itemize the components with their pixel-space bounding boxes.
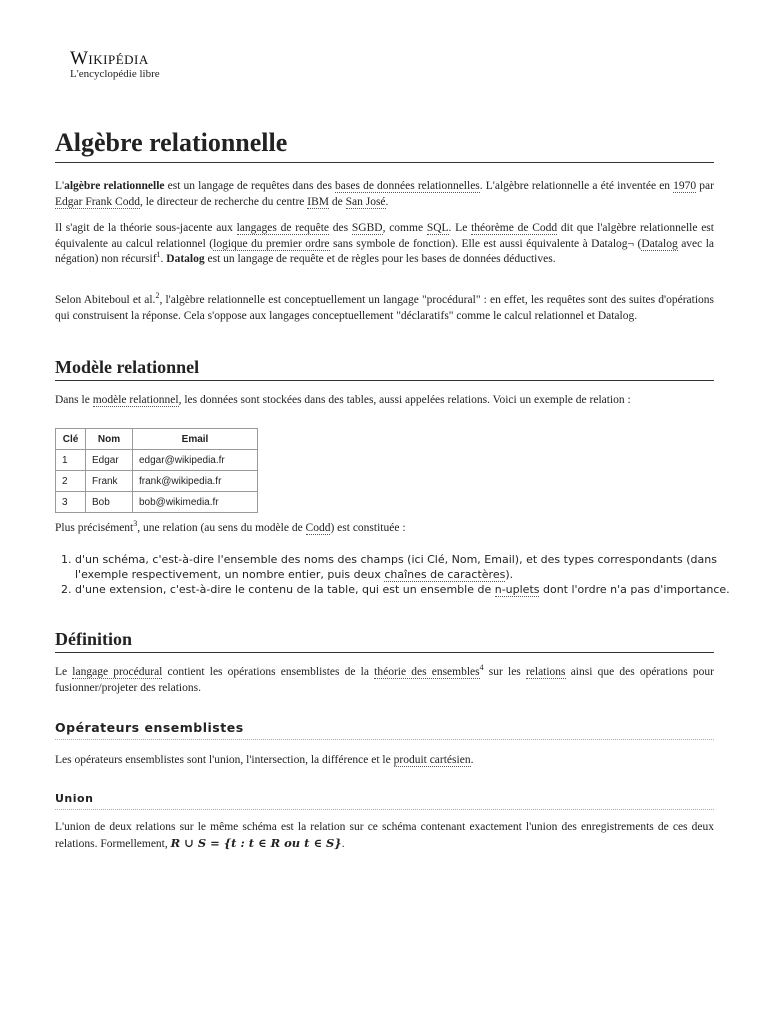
intro-paragraph-3: [55, 293, 714, 324]
link-langages-de-requete[interactable]: langages de requête: [236, 222, 330, 234]
link-n-uplets[interactable]: n-uplets: [494, 583, 540, 596]
link-theoreme-de-codd[interactable]: théorème de Codd: [471, 222, 558, 234]
table-cell: bob@wikimedia.fr: [133, 492, 258, 513]
text: , une relation (au sens du modèle de: [137, 522, 306, 534]
link-datalog[interactable]: Datalog: [641, 237, 678, 250]
text: d'une extension, c'est-à-dire le contenu de la table, qui est un ensemble de: [75, 583, 495, 596]
text: des: [329, 222, 352, 234]
footnote-ref-1[interactable]: 1: [156, 250, 161, 260]
term-bold: Datalog: [166, 253, 205, 265]
text: Selon Abiteboul et al.: [55, 294, 156, 306]
text: , les données sont stockées dans des tables, aussi appelées relations. Voici un exemple de relation :: [178, 394, 631, 406]
text: est un langage de requête et de règles pour les bases de données déductives.: [204, 253, 556, 265]
table-cell: Frank: [86, 471, 133, 492]
text: ).: [505, 568, 514, 581]
subsection-paragraph: [55, 753, 714, 769]
link-bases-de-donnees[interactable]: bases de données relationnelles: [335, 180, 480, 192]
logo-tagline: L'encyclopédie libre: [70, 68, 160, 80]
table-row: [56, 450, 258, 471]
text: avec la négation) non récursif: [55, 237, 715, 265]
link-1970[interactable]: 1970: [673, 180, 697, 192]
footnote-ref-2[interactable]: 2: [155, 291, 160, 301]
text: .: [160, 253, 167, 265]
intro-paragraph-1: [55, 179, 714, 210]
page-title: Algèbre relationnelle: [55, 128, 714, 163]
text: par: [696, 180, 714, 192]
table-cell: frank@wikipedia.fr: [133, 471, 258, 492]
link-chaines-de-caracteres[interactable]: chaînes de caractères: [384, 568, 506, 581]
list-item: [75, 582, 734, 597]
link-langage-procedural[interactable]: langage procédural: [72, 666, 163, 678]
text: L'union de deux relations sur le même schéma est la relation sur ce schéma contenant exactement l'union des enregistrements de ces deux relations. Formellement,: [55, 821, 714, 850]
text: est un langage de requêtes dans des: [164, 180, 336, 192]
table-cell: Edgar: [86, 450, 133, 471]
term-bold: algèbre relationnelle: [64, 180, 165, 192]
link-produit-cartesien[interactable]: produit cartésien: [393, 754, 471, 766]
relation-table: [55, 428, 258, 513]
union-formula: R ∪ S = {t : t ∈ R ou t ∈ S}: [170, 835, 342, 850]
table-cell: 3: [56, 492, 86, 513]
link-relations[interactable]: relations: [525, 666, 566, 678]
link-sql[interactable]: SQL: [426, 222, 449, 234]
table-cell: Bob: [86, 492, 133, 513]
footnote-ref-3[interactable]: 3: [133, 519, 138, 529]
text: L': [55, 180, 65, 192]
text: d'un schéma, c'est-à-dire l'ensemble des noms des champs (ici Clé, Nom, Email), et des types correspondants (dans l'exemple respectivement, un nombre entier, puis deux: [75, 553, 717, 581]
text: sur les: [483, 666, 526, 678]
link-san-jose[interactable]: San José: [345, 195, 386, 208]
text: Dans le: [55, 394, 93, 406]
text: , l'algèbre relationnelle est conceptuellement un langage "procédural" : en effet, les requêtes sont des suites d'opérations qui construisent la réponse. Cela s'oppose aux langages conceptuellement "déclaratifs" comme le calcul relationnel et Datalog.: [55, 294, 714, 322]
table-header: Clé: [56, 429, 86, 450]
constitution-list: [55, 552, 734, 597]
text: de: [329, 195, 346, 208]
table-row: [56, 471, 258, 492]
link-sgbd[interactable]: SGBD: [351, 222, 383, 234]
link-modele-relationnel[interactable]: modèle relationnel: [92, 394, 179, 406]
link-theorie-des-ensembles[interactable]: théorie des ensembles: [374, 666, 480, 678]
table-cell: edgar@wikipedia.fr: [133, 450, 258, 471]
text: Plus précisément: [55, 522, 134, 534]
text: .: [470, 754, 474, 766]
section1-paragraph: [55, 393, 714, 409]
link-edgar-frank-codd[interactable]: Edgar Frank Codd: [55, 195, 140, 208]
table-header: Email: [133, 429, 258, 450]
text: , comme: [382, 222, 427, 234]
section-heading-modele: Modèle relationnel: [55, 357, 714, 381]
wikipedia-logo[interactable]: [70, 48, 160, 80]
text: . L'algèbre relationnelle a été inventée en: [479, 180, 674, 192]
text: . Le: [448, 222, 472, 234]
subsubsection-heading-union: Union: [55, 792, 714, 810]
text: .: [385, 195, 389, 208]
text: .: [341, 837, 345, 850]
subsection-heading-operateurs: Opérateurs ensemblistes: [55, 720, 714, 740]
text: Les opérateurs ensemblistes sont l'union, l'intersection, la différence et le: [55, 754, 394, 766]
link-logique-premier-ordre[interactable]: logique du premier ordre: [213, 237, 330, 250]
table-cell: 1: [56, 450, 86, 471]
section-heading-definition: Définition: [55, 629, 714, 653]
table-row: [56, 492, 258, 513]
union-paragraph: [55, 820, 714, 852]
section1-paragraph-2: [55, 521, 714, 537]
list-item: [75, 552, 734, 582]
section2-paragraph: [55, 665, 714, 696]
text: , le directeur de recherche du centre: [139, 195, 308, 208]
logo-wordmark: Wikipédia: [70, 48, 149, 69]
text: dit que l'algèbre relationnelle est équivalente au calcul relationnel (: [55, 222, 714, 250]
text: dont l'ordre n'a pas d'importance.: [539, 583, 730, 596]
link-codd[interactable]: Codd: [305, 522, 331, 534]
link-ibm[interactable]: IBM: [307, 195, 329, 208]
table-cell: 2: [56, 471, 86, 492]
table-header: Nom: [86, 429, 133, 450]
text: Il s'agit de la théorie sous-jacente aux: [55, 222, 237, 234]
footnote-ref-4[interactable]: 4: [479, 663, 484, 673]
intro-paragraph-2: [55, 221, 714, 268]
table-header-row: [56, 429, 258, 450]
text: sans symbole de fonction). Elle est aussi équivalente à Datalog¬ (: [329, 237, 642, 250]
text: ) est constituée :: [330, 522, 406, 534]
text: Le: [55, 666, 73, 678]
text: ainsi que des opérations pour fusionner/projeter des relations.: [55, 666, 714, 694]
text: contient les opérations ensemblistes de la: [162, 666, 375, 678]
